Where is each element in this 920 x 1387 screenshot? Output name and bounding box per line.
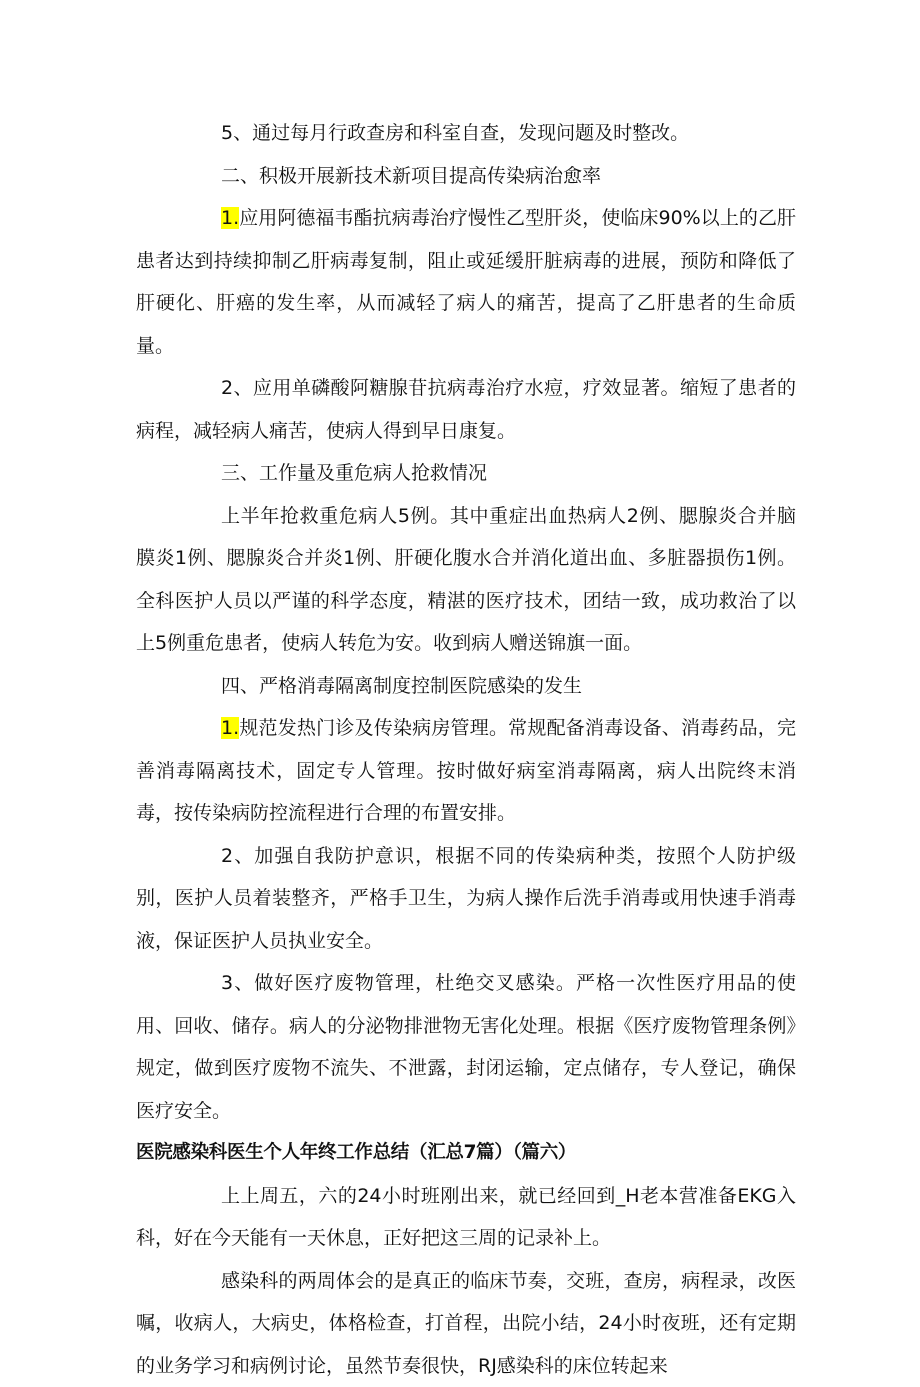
section-heading-text: 四、严格消毒隔离制度控制医院感染的发生 xyxy=(221,675,582,697)
paragraph-adefovir xyxy=(136,197,796,367)
paragraph-text: 2、应用单磷酸阿糖腺苷抗病毒治疗水痘，疗效显著。缩短了患者的病程，减轻病人痛苦，使病人得到早日康复。 xyxy=(136,377,796,442)
section-heading-text: 二、积极开展新技术新项目提高传染病治愈率 xyxy=(221,165,601,187)
paragraph-text: 5、通过每月行政查房和科室自查，发现问题及时整改。 xyxy=(221,122,689,144)
paragraph-text: 上上周五，六的24小时班刚出来，就已经回到_H老本营准备EKG入科，好在今天能有一天休息，正好把这三周的记录补上。 xyxy=(136,1185,796,1250)
paragraph-item-5 xyxy=(136,112,796,155)
paragraph-rotation-experience xyxy=(136,1260,796,1387)
article-title-text: 医院感染科医生个人年终工作总结（汇总7篇）（篇六） xyxy=(136,1142,576,1163)
paragraph-text: 应用阿德福韦酯抗病毒治疗慢性乙型肝炎，使临床90%以上的乙肝患者达到持续抑制乙肝病毒复制，阻止或延缓肝脏病毒的进展，预防和降低了肝硬化、肝癌的发生率，从而减轻了病人的痛苦，提高了乙肝患者的生命质量。 xyxy=(136,207,796,357)
highlighted-list-marker: 1. xyxy=(221,717,239,739)
paragraph-text: 3、做好医疗废物管理，杜绝交叉感染。严格一次性医疗用品的使用、回收、储存。病人的分泌物排泄物无害化处理。根据《医疗废物管理条例》规定，做到医疗废物不流失、不泄露，封闭运输，定点储存，专人登记，确保医疗安全。 xyxy=(136,972,796,1122)
paragraph-medical-waste xyxy=(136,962,796,1132)
section-heading-2 xyxy=(136,155,796,198)
article-title xyxy=(136,1132,796,1175)
paragraph-vidarabine xyxy=(136,367,796,452)
paragraph-rescue-cases xyxy=(136,495,796,665)
paragraph-fever-clinic xyxy=(136,707,796,835)
paragraph-text: 规范发热门诊及传染病房管理。常规配备消毒设备、消毒药品，完善消毒隔离技术，固定专人管理。按时做好病室消毒隔离，病人出院终末消毒，按传染病防控流程进行合理的布置安排。 xyxy=(136,717,796,824)
section-heading-4 xyxy=(136,665,796,708)
section-heading-3 xyxy=(136,452,796,495)
paragraph-self-protection xyxy=(136,835,796,963)
section-heading-text: 三、工作量及重危病人抢救情况 xyxy=(221,462,487,484)
paragraph-text: 感染科的两周体会的是真正的临床节奏，交班，查房，病程录，改医嘱，收病人，大病史，体格检查，打首程，出院小结，24小时夜班，还有定期的业务学习和病例讨论，虽然节奏很快，RJ感染科的床位转起来 xyxy=(136,1270,796,1377)
paragraph-text: 2、加强自我防护意识，根据不同的传染病种类，按照个人防护级别，医护人员着装整齐，严格手卫生，为病人操作后洗手消毒或用快速手消毒液，保证医护人员执业安全。 xyxy=(136,845,796,952)
highlighted-list-marker: 1. xyxy=(221,207,239,229)
paragraph-shift-note xyxy=(136,1175,796,1260)
paragraph-text: 上半年抢救重危病人5例。其中重症出血热病人2例、腮腺炎合并脑膜炎1例、腮腺炎合并炎1例、肝硬化腹水合并消化道出血、多脏器损伤1例。全科医护人员以严谨的科学态度，精湛的医疗技术，团结一致，成功救治了以上5例重危患者，使病人转危为安。收到病人赠送锦旗一面。 xyxy=(136,505,796,655)
document-body xyxy=(136,112,796,1387)
